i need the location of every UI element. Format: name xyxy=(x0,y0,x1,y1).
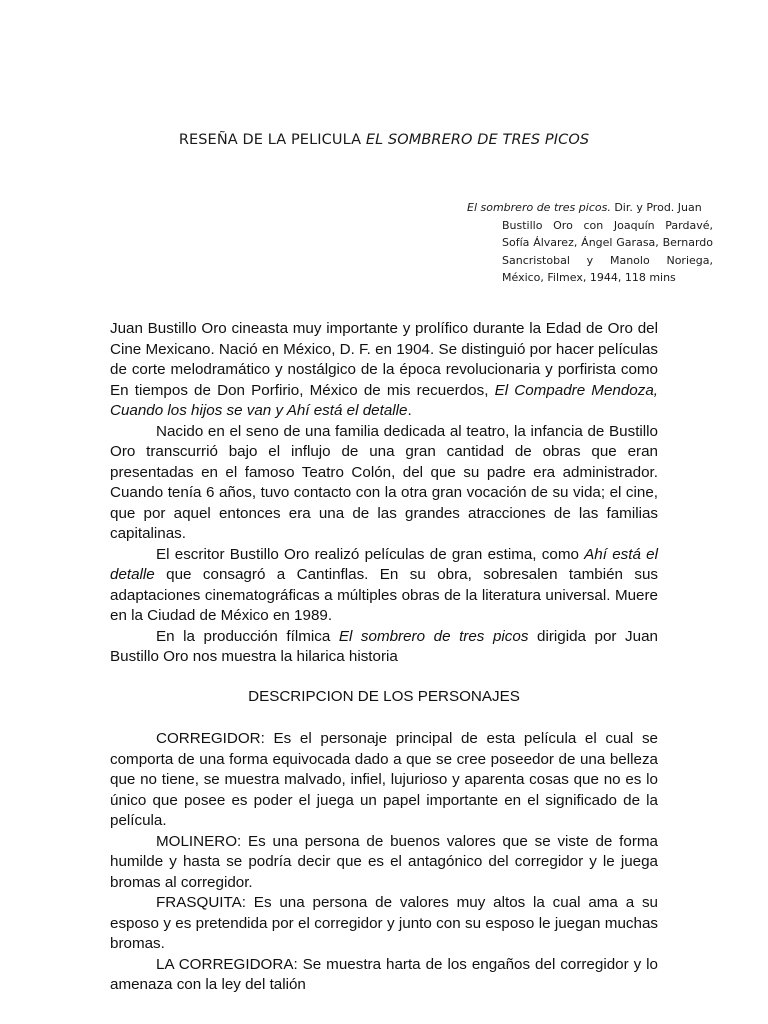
production-rest: dirigida por Juan Bustillo Oro nos muestra la hilarica historia xyxy=(110,627,658,665)
paragraph-works xyxy=(110,545,658,627)
characters-heading-block xyxy=(110,687,658,708)
works-film-title: Ahí está el detalle xyxy=(110,545,659,583)
biography-film-titles: El Compadre Mendoza, Cuando los hijos se van y Ahí está el detalle xyxy=(110,381,658,419)
characters-section xyxy=(110,729,658,996)
section-heading: DESCRIPCION DE LOS PERSONAJES xyxy=(248,688,520,705)
film-reference xyxy=(459,199,713,287)
works-start: El escritor Bustillo Oro realizó películas de gran estima, como xyxy=(156,545,585,563)
works-rest: que consagró a Cantinflas. En su obra, sobresalen también sus adaptaciones cinematográficas a múltiples obras de la literatura universal. Muere en la Ciudad de México en 1989. xyxy=(110,566,658,624)
reference-film-title: El sombrero de tres picos. xyxy=(467,201,611,214)
reference-credit-details: Bustillo Oro con Joaquín Pardavé, Sofía Álvarez, Ángel Garasa, Bernardo Sancristobal y Manolo Noriega, México, Filmex, 1944, 118 mins xyxy=(502,218,713,285)
title-plain: RESEÑA DE LA PELICULA xyxy=(178,132,366,148)
title-film-name: EL SOMBRERO DE TRES PICOS xyxy=(365,132,590,148)
production-film-title: El sombrero de tres picos xyxy=(338,627,529,645)
paragraph-biography xyxy=(110,319,658,422)
paragraph-production xyxy=(110,627,658,668)
character-corregidora: LA CORREGIDORA: Se muestra harta de los engaños del corregidor y lo amenaza con la ley del talión xyxy=(110,955,658,993)
intro-section xyxy=(110,319,658,668)
production-start: En la producción fílmica xyxy=(156,627,339,645)
paragraph-childhood: Nacido en el seno de una familia dedicada al teatro, la infancia de Bustillo Oro transcurrió bajo el influjo de una gran cantidad de obras que eran presentadas en el famoso Teatro Colón, del que su padre era administrador. Cuando tenía 6 años, tuvo contacto con la otra gran vocación de su vida; el cine, que por aquel entonces era una de las grandes atracciones de las familias capitalinas. xyxy=(110,422,658,542)
character-corregidor: CORREGIDOR: Es el personaje principal de esta película el cual se comporta de una forma equivocada dado a que se cree poseedor de una belleza que no tiene, se muestra malvado, infiel, lujurioso y aparenta cosas que no es lo único que posee es poder el juega un papel importante en el significado de la película. xyxy=(110,730,658,829)
character-molinero: MOLINERO: Es una persona de buenos valores que se viste de forma humilde y hasta se podría decir que es el antagónico del corregidor y le juega bromas al corregidor. xyxy=(110,832,658,891)
reference-credit-start: Dir. y Prod. Juan xyxy=(610,201,702,214)
biography-text: Juan Bustillo Oro cineasta muy importante y prolífico durante la Edad de Oro del Cine Mexicano. Nació en México, D. F. en 1904. Se distinguió por hacer películas de corte melodramático y nostálgico de la época revolucionaria y porfirista como En tiempos de Don Porfirio, México de mis recuerdos, xyxy=(110,320,658,399)
character-frasquita: FRASQUITA: Es una persona de valores muy altos la cual ama a su esposo y es pretendida por el corregidor y junto con su esposo le juegan muchas bromas. xyxy=(110,894,658,952)
document-title xyxy=(0,132,768,148)
biography-end: . xyxy=(407,402,412,419)
